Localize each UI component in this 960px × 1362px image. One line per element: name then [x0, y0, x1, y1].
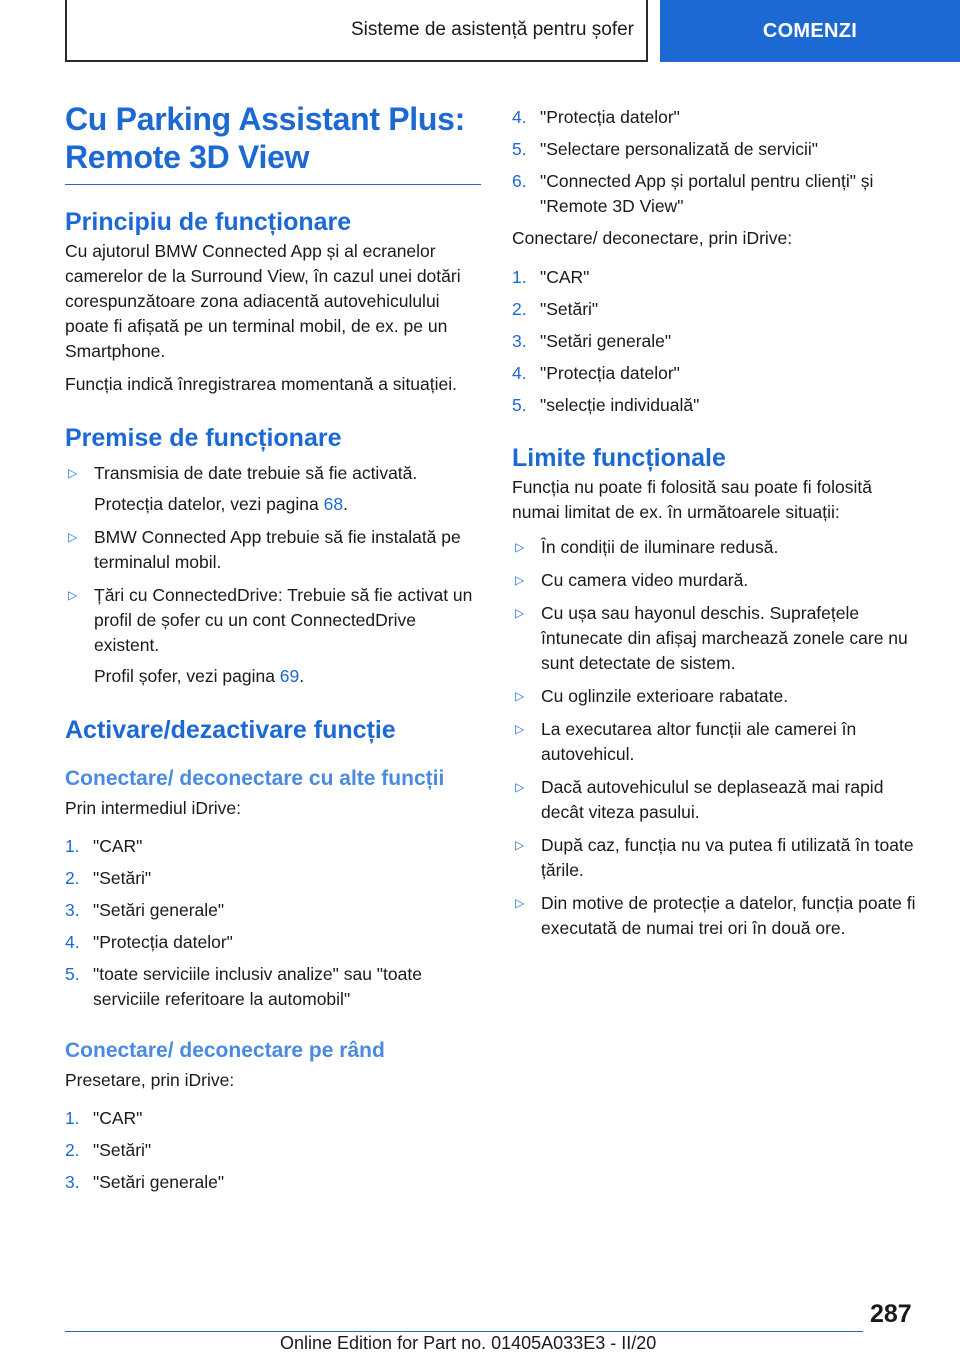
list-item	[512, 297, 922, 322]
page-title: Cu Parking Assistant Plus: Remote 3D View	[65, 100, 481, 185]
limit-text: În condiții de iluminare redusă.	[541, 537, 779, 557]
footer-edition: Online Edition for Part no. 01405A033E3 - II/20	[280, 1333, 657, 1353]
limit-text: La executarea altor funcții ale camerei în autovehicul.	[541, 719, 857, 764]
bullet-triangle-icon: ▷	[515, 896, 525, 910]
limits-list	[512, 535, 922, 941]
step-text: "Protecția datelor"	[540, 363, 680, 383]
list-item	[512, 265, 922, 290]
step-number: 4.	[512, 107, 527, 127]
connect-other-intro: Prin intermediul iDrive:	[65, 798, 242, 818]
reference-text: Protecția datelor, vezi pagina	[94, 494, 324, 514]
premise-item-reference	[94, 492, 481, 517]
list-item	[65, 834, 481, 859]
connect-row-intro: Presetare, prin iDrive:	[65, 1070, 235, 1090]
connect-other-steps	[65, 834, 481, 1012]
step-text: "CAR"	[540, 267, 590, 287]
list-item	[65, 461, 481, 517]
step-number: 3.	[65, 900, 80, 920]
step-number: 5.	[65, 964, 80, 984]
step-number: 1.	[512, 267, 527, 287]
bullet-triangle-icon: ▷	[68, 530, 78, 544]
header-section-tab[interactable]	[660, 0, 960, 62]
step-number: 1.	[65, 836, 80, 856]
list-item	[65, 525, 481, 575]
list-item	[65, 866, 481, 891]
list-item	[512, 833, 922, 883]
step-number: 3.	[65, 1172, 80, 1192]
bullet-triangle-icon: ▷	[68, 466, 78, 480]
premise-item-text: Țări cu ConnectedDrive: Trebuie să fie activat un profil de șofer cu un cont ConnectedDrive existent.	[94, 585, 473, 655]
bullet-triangle-icon: ▷	[515, 689, 525, 703]
connect-other-heading: Conectare/ deconectare cu alte funcții	[65, 767, 445, 790]
bullet-triangle-icon: ▷	[515, 838, 525, 852]
reference-text: Profil șofer, vezi pagina	[94, 666, 280, 686]
step-number: 4.	[512, 363, 527, 383]
premise-list	[65, 461, 481, 689]
step-text: "CAR"	[93, 836, 143, 856]
bullet-triangle-icon: ▷	[515, 573, 525, 587]
list-item	[512, 684, 922, 709]
header-chapter-title: Sisteme de asistență pentru șofer	[350, 19, 634, 40]
bullet-triangle-icon: ▷	[68, 588, 78, 602]
step-number: 1.	[65, 1108, 80, 1128]
premise-item-text: BMW Connected App trebuie să fie instalată pe terminalul mobil.	[94, 527, 461, 572]
list-item	[512, 105, 922, 130]
limit-text: Din motive de protecție a datelor, funcția poate fi executată de numai trei ori în două ore.	[541, 893, 916, 938]
step-text: "toate serviciile inclusiv analize" sau "toate serviciile referitoare la automobil"	[93, 964, 422, 1009]
step-text: "selecție individuală"	[540, 395, 700, 415]
step-text: "Setări"	[93, 1140, 152, 1160]
step-number: 2.	[65, 1140, 80, 1160]
step-number: 2.	[512, 299, 527, 319]
step-text: "Protecția datelor"	[540, 107, 680, 127]
right-column	[512, 105, 922, 949]
step-number: 3.	[512, 331, 527, 351]
reference-end: .	[343, 494, 348, 514]
limit-text: Cu oglinzile exterioare rabatate.	[541, 686, 789, 706]
list-item	[65, 1170, 481, 1195]
bullet-triangle-icon: ▷	[515, 780, 525, 794]
continued-steps	[512, 105, 922, 219]
page-link[interactable]: 68	[323, 494, 344, 514]
list-item	[512, 891, 922, 941]
limits-heading: Limite funcționale	[512, 444, 726, 472]
step-number: 2.	[65, 868, 80, 888]
left-column	[65, 100, 481, 1202]
bullet-triangle-icon: ▷	[515, 722, 525, 736]
limit-text: Cu ușa sau hayonul deschis. Suprafețele întunecate din afișaj marchează zonele care nu sunt detectate de sistem.	[541, 603, 908, 673]
step-number: 5.	[512, 139, 527, 159]
principle-heading: Principiu de funcționare	[65, 208, 352, 236]
step-text: "CAR"	[93, 1108, 143, 1128]
list-item	[512, 601, 922, 676]
premise-item-reference	[94, 664, 481, 689]
premise-heading: Premise de funcționare	[65, 424, 342, 452]
step-text: "Setări generale"	[93, 900, 225, 920]
step-text: "Selectare personalizată de servicii"	[540, 139, 818, 159]
page-link[interactable]: 69	[279, 666, 300, 686]
limits-intro: Funcția nu poate fi folosită sau poate fi folosită numai limitat de ex. în următoarele situații:	[512, 477, 872, 522]
list-item	[65, 1138, 481, 1163]
footer-divider	[65, 1331, 863, 1332]
page-number: 287	[870, 1300, 912, 1328]
principle-paragraph-2: Funcția indică înregistrarea momentană a situației.	[65, 374, 458, 394]
step-text: "Setări"	[93, 868, 152, 888]
bullet-triangle-icon: ▷	[515, 606, 525, 620]
step-number: 4.	[65, 932, 80, 952]
disconnect-steps	[512, 265, 922, 418]
limit-text: După caz, funcția nu va putea fi utilizată în toate țările.	[541, 835, 914, 880]
list-item	[512, 137, 922, 162]
bullet-triangle-icon: ▷	[515, 540, 525, 554]
step-number: 5.	[512, 395, 527, 415]
list-item	[65, 962, 481, 1012]
connect-row-steps	[65, 1106, 481, 1195]
list-item	[65, 930, 481, 955]
step-number: 6.	[512, 171, 527, 191]
list-item	[512, 329, 922, 354]
premise-item-text: Transmisia de date trebuie să fie activată.	[94, 463, 418, 483]
activation-heading: Activare/dezactivare funcție	[65, 716, 396, 744]
disconnect-intro: Conectare/ deconectare, prin iDrive:	[512, 228, 793, 248]
header-chapter-box	[65, 0, 648, 62]
step-text: "Setări generale"	[540, 331, 672, 351]
limit-text: Dacă autovehiculul se deplasează mai rapid decât viteza pasului.	[541, 777, 884, 822]
list-item	[65, 583, 481, 689]
list-item	[65, 1106, 481, 1131]
step-text: "Setări"	[540, 299, 599, 319]
list-item	[512, 535, 922, 560]
list-item	[512, 775, 922, 825]
limit-text: Cu camera video murdară.	[541, 570, 749, 590]
list-item	[65, 898, 481, 923]
connect-row-heading: Conectare/ deconectare pe rând	[65, 1039, 385, 1062]
list-item	[512, 361, 922, 386]
list-item	[512, 169, 922, 219]
step-text: "Setări generale"	[93, 1172, 225, 1192]
principle-paragraph-1: Cu ajutorul BMW Connected App și al ecranelor camerelor de la Surround View, în cazul unei dotări corespunzătoare zona adiacentă autovehiculului poate fi afișată pe un terminal mobil, de ex. pe un Smartphone.	[65, 241, 461, 361]
list-item	[512, 717, 922, 767]
header-tab-label: COMENZI	[762, 19, 858, 42]
list-item	[512, 393, 922, 418]
list-item	[512, 568, 922, 593]
reference-end: .	[299, 666, 305, 686]
step-text: "Protecția datelor"	[93, 932, 233, 952]
step-text: "Connected App și portalul pentru clienți" și "Remote 3D View"	[540, 171, 874, 216]
